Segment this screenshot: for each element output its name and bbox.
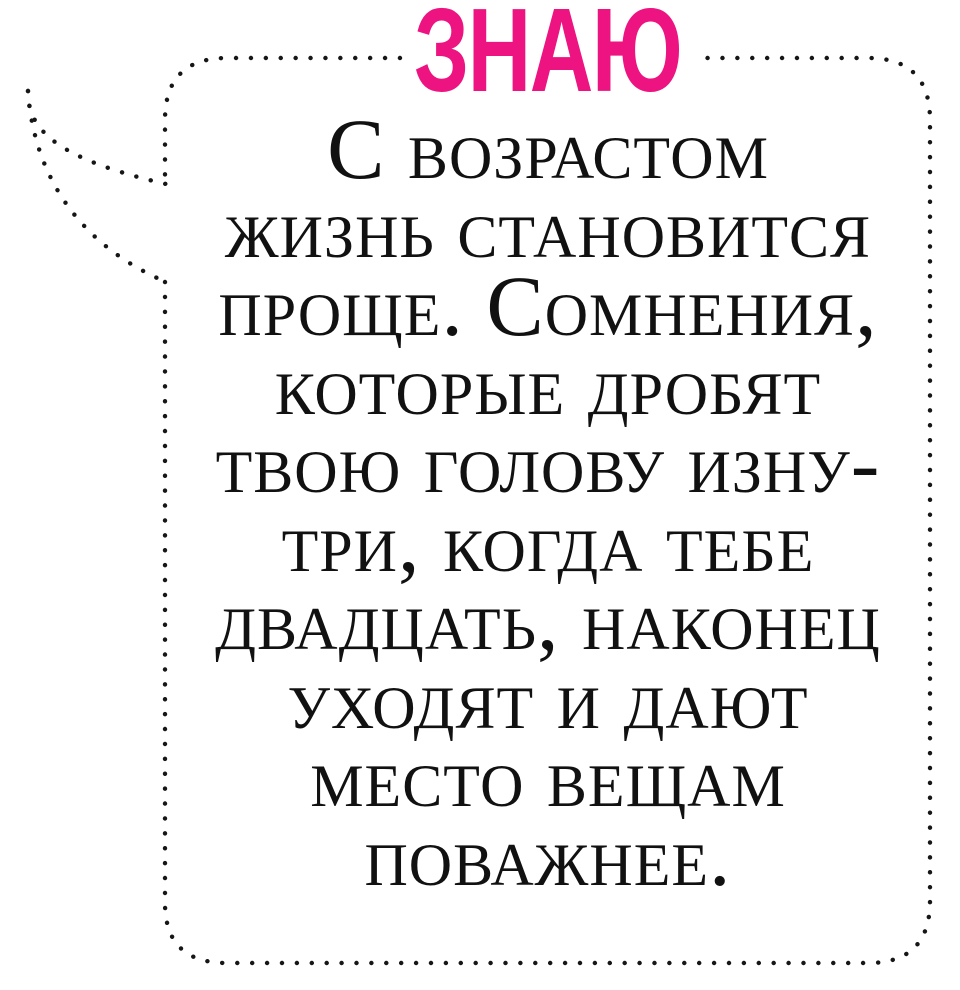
quote-title-text: ЗНАЮ	[414, 0, 682, 117]
quote-line: двадцать, наконец	[215, 572, 881, 668]
quote-line: поважнее.	[364, 807, 732, 904]
quote-line: проще. Сомнения,	[218, 258, 878, 354]
quote-line: жизнь становится	[224, 179, 872, 276]
quote-body	[168, 101, 928, 904]
bubble-tail-upper-edge	[28, 91, 166, 184]
quote-line: место вещам	[310, 729, 786, 825]
quote-line: С возрастом	[327, 101, 769, 197]
bubble-tail-lower-edge	[28, 91, 166, 282]
quote-line: твою голову изну-	[215, 415, 881, 511]
quote-line: три, когда тебе	[281, 493, 815, 590]
quote-title	[168, 0, 928, 117]
quote-line: уходят и дают	[287, 650, 809, 747]
quote-line: которые дробят	[274, 336, 822, 433]
